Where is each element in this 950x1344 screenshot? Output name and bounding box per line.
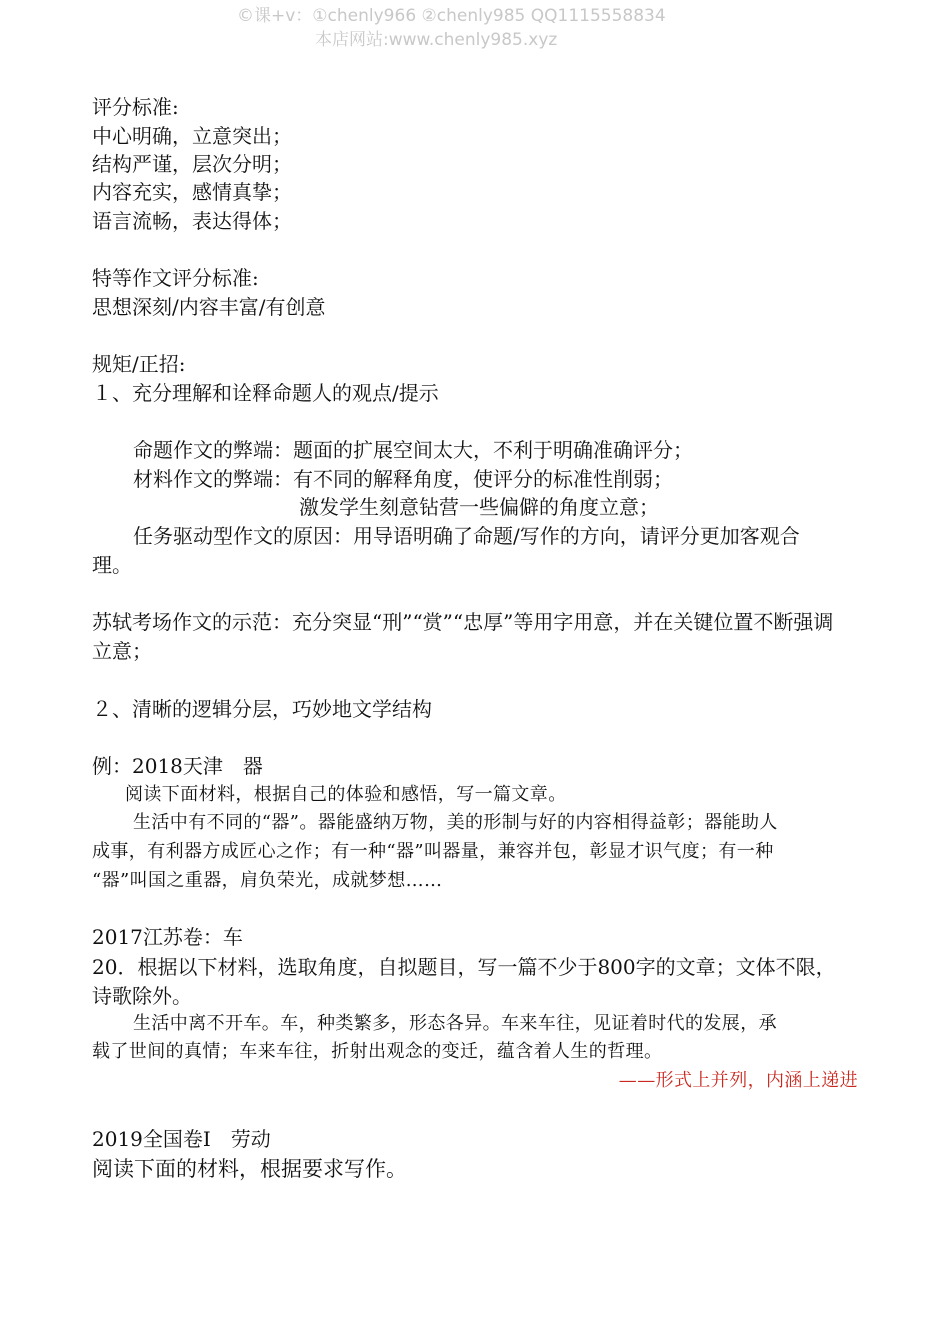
example-title: 例：2018天津 器	[92, 754, 263, 778]
example-title: 2019全国卷I 劳动	[92, 1127, 271, 1151]
example-material-line: “器”叫国之重器，肩负荣光，成就梦想……	[92, 870, 443, 891]
body-line: 激发学生刻意钻营一些偏僻的角度立意；	[299, 495, 659, 519]
criteria-line: 内容充实，感情真挚；	[92, 180, 292, 204]
body-line: 命题作文的弊端：题面的扩展空间太大，不利于明确准确评分；	[133, 438, 693, 462]
rule-item-1: １、充分理解和诠释命题人的观点/提示	[92, 381, 439, 405]
watermark-line-2: 本店网站:www.chenly985.xyz	[315, 30, 558, 50]
body-line: 任务驱动型作文的原因：用导语明确了命题/写作的方向，请评分更加客观合	[133, 524, 800, 548]
example-prompt: 20．根据以下材料，选取角度，自拟题目，写一篇不少于800字的文章；文体不限，	[92, 955, 836, 979]
example-material-line: 生活中有不同的“器”。器能盛纳万物，美的形制与好的内容相得益彰；器能助人	[133, 812, 778, 833]
criteria-line: 语言流畅，表达得体；	[92, 209, 292, 233]
body-line: 材料作文的弊端：有不同的解释角度，使评分的标准性削弱；	[133, 467, 673, 491]
example-material-line: 载了世间的真情；车来车往，折射出观念的变迁，蕴含着人生的哲理。	[92, 1041, 663, 1062]
heading-rules: 规矩/正招:	[92, 352, 186, 376]
criteria-line: 结构严谨，层次分明；	[92, 152, 292, 176]
body-line: 立意；	[92, 639, 152, 663]
criteria-line: 中心明确，立意突出；	[92, 124, 292, 148]
structure-note: ——形式上并列，内涵上递进	[618, 1070, 858, 1091]
example-material-line: 成事，有利器方成匠心之作；有一种“器”叫器量，兼容并包，彰显才识气度；有一种	[92, 841, 774, 862]
example-prompt: 阅读下面的材料，根据要求写作。	[92, 1157, 407, 1181]
body-line: 苏轼考场作文的示范：充分突显“刑”“赏”“忠厚”等用字用意，并在关键位置不断强调	[92, 610, 834, 634]
example-title: 2017江苏卷：车	[92, 925, 243, 949]
example-material-line: 生活中离不开车。车，种类繁多，形态各异。车来车往，见证着时代的发展，承	[133, 1013, 777, 1034]
special-criteria-line: 思想深刻/内容丰富/有创意	[92, 295, 326, 319]
example-prompt: 阅读下面材料，根据自己的体验和感悟，写一篇文章。	[125, 784, 567, 805]
watermark-line-1: ©课+v：①chenly966 ②chenly985 QQ1115558834	[237, 6, 666, 26]
example-prompt: 诗歌除外。	[92, 984, 192, 1008]
heading-scoring-criteria: 评分标准:	[92, 95, 179, 119]
body-line: 理。	[92, 553, 132, 577]
rule-item-2: ２、清晰的逻辑分层，巧妙地文学结构	[92, 697, 432, 721]
heading-special-criteria: 特等作文评分标准:	[92, 266, 259, 290]
